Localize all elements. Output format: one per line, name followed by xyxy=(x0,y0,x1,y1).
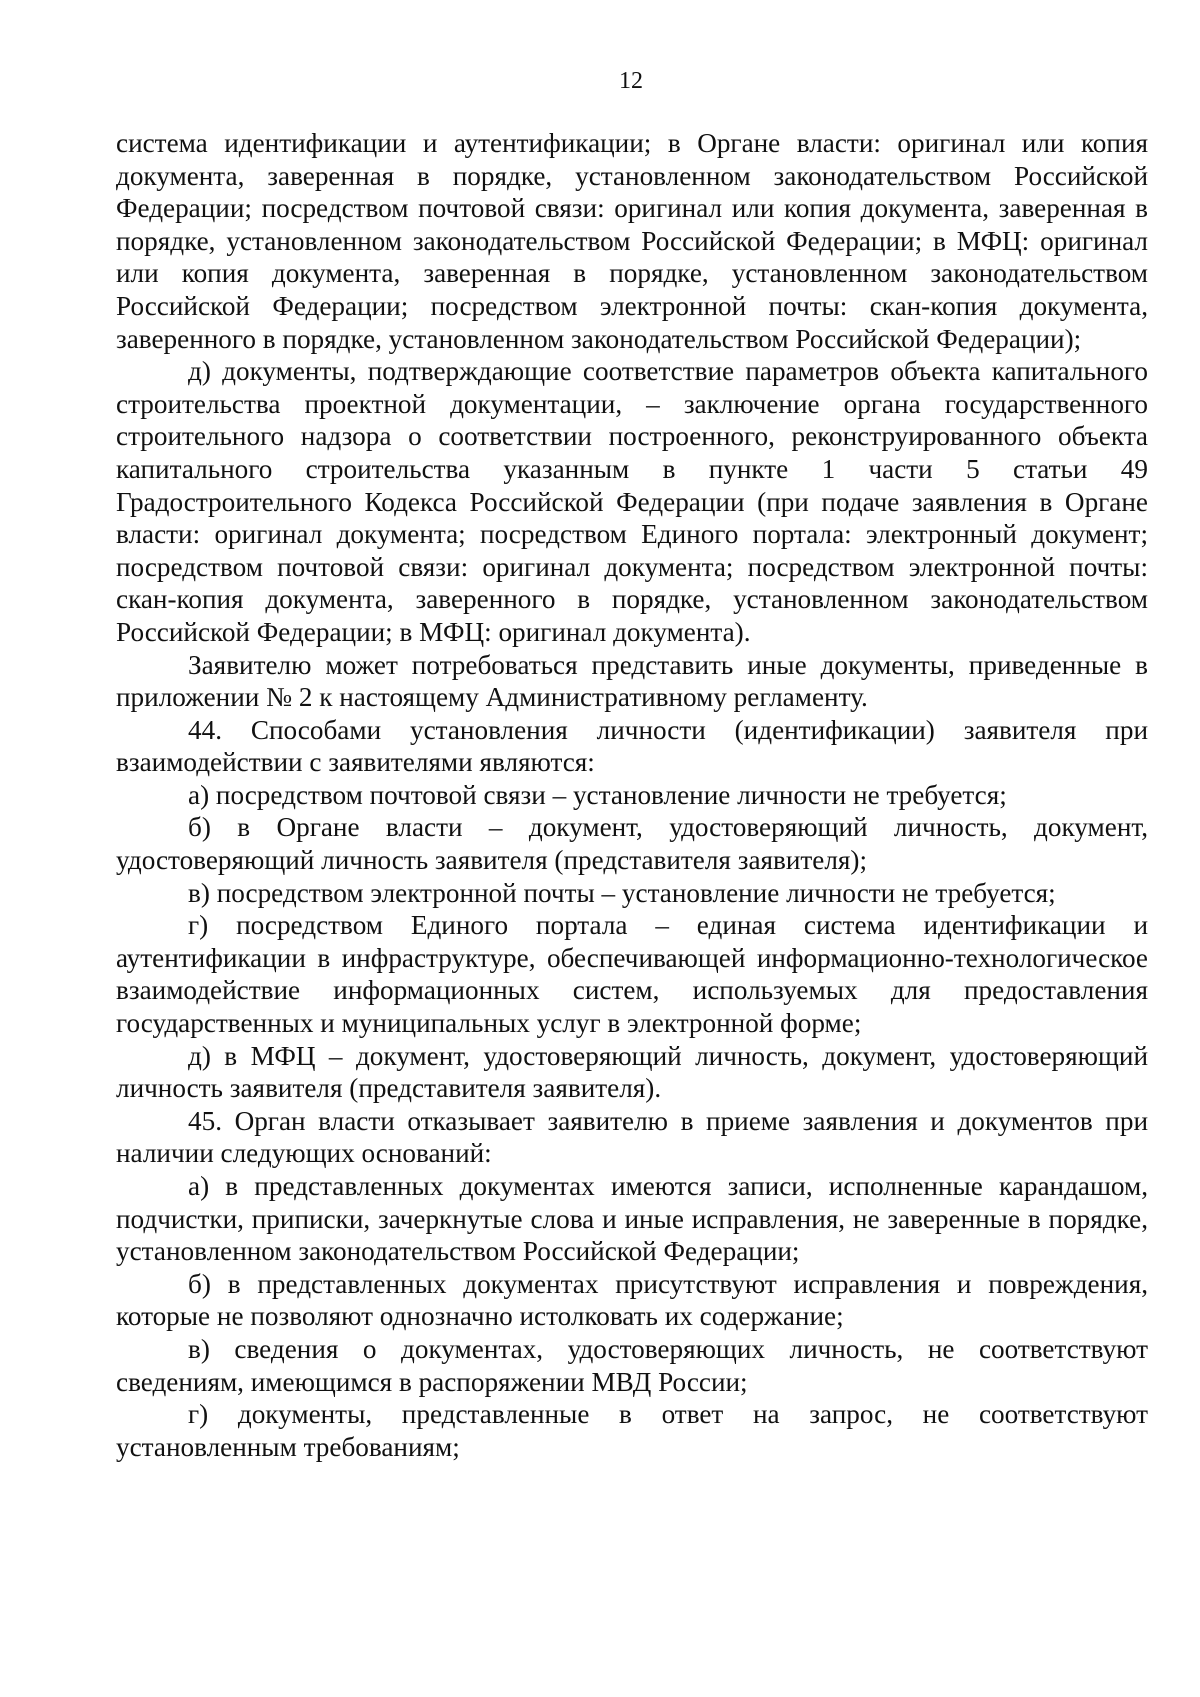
paragraph: в) сведения о документах, удостоверяющих личность, не соответствуют сведениям, имеющимся в распоряжении МВД России; xyxy=(116,1333,1148,1397)
page-number: 12 xyxy=(619,68,643,94)
paragraph: б) в представленных документах присутствуют исправления и повреждения, которые не позволяют однозначно истолковать их содержание; xyxy=(116,1268,1148,1332)
paragraph: в) посредством электронной почты – установление личности не требуется; xyxy=(188,877,1056,908)
paragraph: б) в Органе власти – документ, удостоверяющий личность, документ, удостоверяющий личность заявителя (представителя заявителя); xyxy=(116,812,1148,876)
paragraph: система идентификации и аутентификации; в Органе власти: оригинал или копия документа, заверенная в порядке, установленном законодательством Российской Федерации; посредством почтовой связи: оригинал или копия документа, заверенная в порядке, установленном законодательством Российской Федерации; в МФЦ: оригинал или копия документа, заверенная в порядке, установленном законодательством Российской Федерации; посредством электронной почты: скан-копия документа, заверенного в порядке, установленном законодательством Российской Федерации); xyxy=(116,128,1148,354)
paragraph: Заявителю может потребоваться представить иные документы, приведенные в приложении № 2 к настоящему Административному регламенту. xyxy=(116,649,1148,713)
paragraph: а) посредством почтовой связи – установление личности не требуется; xyxy=(188,779,1007,810)
paragraph: г) посредством Единого портала – единая система идентификации и аутентификации в инфраструктуре, обеспечивающей информационно-технологическое взаимодействие информационных систем, используемых для предоставления государственных и муниципальных услуг в электронной форме; xyxy=(116,910,1148,1039)
document-body xyxy=(116,127,1148,1463)
paragraph: д) документы, подтверждающие соответствие параметров объекта капитального строительства проектной документации, – заключение органа государственного строительного надзора о соответствии построенного, реконструированного объекта капитального строительства указанным в пункте 1 части 5 статьи 49 Градостроительного Кодекса Российской Федерации (при подаче заявления в Органе власти: оригинал документа; посредством Единого портала: электронный документ; посредством почтовой связи: оригинал документа; посредством электронной почты: скан-копия документа, заверенного в порядке, установленном законодательством Российской Федерации; в МФЦ: оригинал документа). xyxy=(116,356,1148,647)
paragraph: 44. Способами установления личности (идентификации) заявителя при взаимодействии с заявителями являются: xyxy=(116,714,1148,778)
paragraph: а) в представленных документах имеются записи, исполненные карандашом, подчистки, приписки, зачеркнутые слова и иные исправления, не заверенные в порядке, установленном законодательством Российской Федерации; xyxy=(116,1171,1148,1267)
paragraph: г) документы, представленные в ответ на запрос, не соответствуют установленным требованиям; xyxy=(116,1399,1148,1462)
paragraph: д) в МФЦ – документ, удостоверяющий личность, документ, удостоверяющий личность заявителя (представителя заявителя). xyxy=(116,1040,1148,1104)
paragraph: 45. Орган власти отказывает заявителю в приеме заявления и документов при наличии следующих оснований: xyxy=(116,1105,1148,1169)
